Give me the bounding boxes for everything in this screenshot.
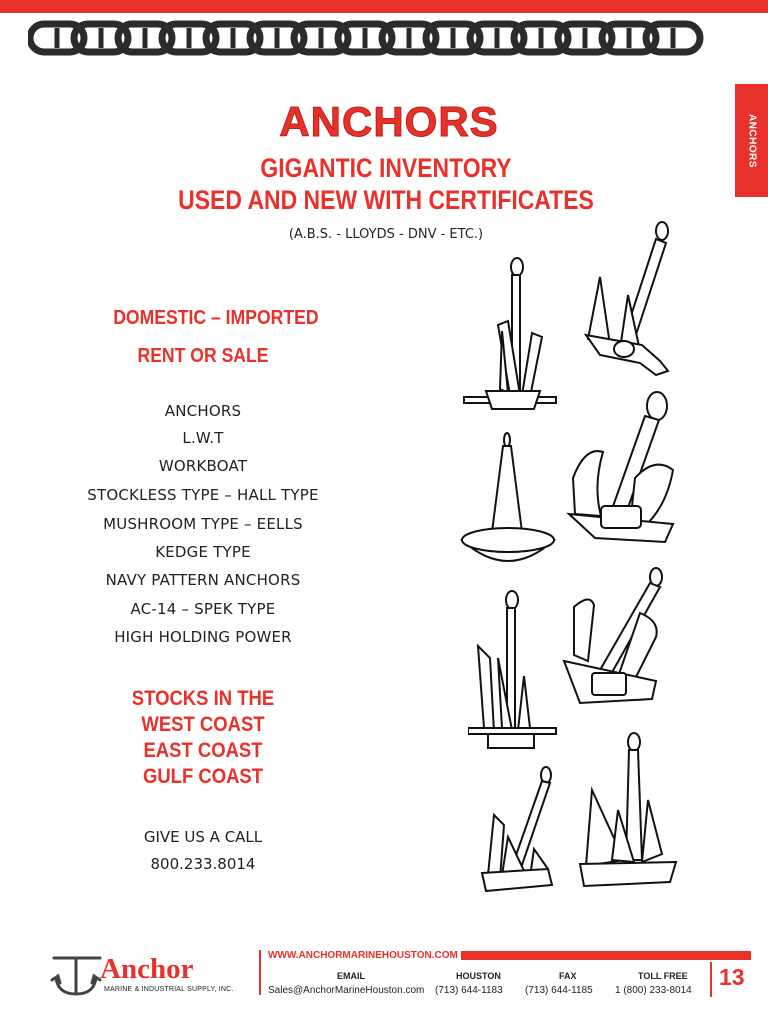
ac14-anchor-icon [578,730,678,890]
navy-anchor-icon [560,565,670,710]
stocks-block [40,686,366,790]
page-number: 13 [719,964,745,990]
list-item: KEDGE TYPE [155,543,251,561]
page-title: ANCHORS [279,98,499,145]
footer-divider [259,950,261,995]
list-item: AC-14 – SPEK TYPE [130,600,276,618]
houston-label: HOUSTON [456,971,501,981]
website-rule [461,951,751,960]
subtitle-inventory: GIGANTIC INVENTORY [260,153,512,183]
call-number[interactable]: 800.233.8014 [150,855,256,873]
mushroom-anchor-icon [460,432,560,572]
email-label: EMAIL [337,971,365,981]
list-item: L.W.T [182,429,224,447]
list-item: ANCHORS [164,402,242,420]
fax-label: FAX [559,971,577,981]
section-tab-label: ANCHORS [746,113,757,168]
spek-anchor-icon [478,765,558,895]
page-number-divider [710,962,712,997]
headline-rent-sale: RENT OR SALE [137,345,269,367]
top-red-bar [0,0,768,13]
list-item: STOCKLESS TYPE – HALL TYPE [87,486,319,504]
website-link[interactable]: WWW.ANCHORMARINEHOUSTON.COM [268,950,458,961]
list-item: NAVY PATTERN ANCHORS [105,571,301,589]
hall-anchor-icon [565,386,680,548]
stockless-anchor-icon [580,215,680,380]
chain-graphic [28,18,734,58]
list-item: MUSHROOM TYPE – EELLS [103,515,303,533]
call-label: GIVE US A CALL [143,828,263,846]
anchor-types-list [40,402,366,656]
certifications-text: (A.B.S. - LLOYDS - DNV - ETC.) [288,227,484,242]
stocks-line: WEST COAST [141,713,265,736]
stocks-line: STOCKS IN THE [131,687,275,710]
headline-domestic: DOMESTIC – IMPORTED [113,307,319,329]
tollfree-label: TOLL FREE [638,971,688,981]
brand-subtitle: MARINE & INDUSTRIAL SUPPLY, INC. [104,986,234,993]
list-item: HIGH HOLDING POWER [114,628,292,646]
fax-number: (713) 644-1185 [525,985,593,996]
tollfree-phone[interactable]: 1 (800) 233-8014 [615,985,692,996]
subtitle-certificates: USED AND NEW WITH CERTIFICATES [178,185,594,215]
stocks-line: EAST COAST [143,739,263,762]
brand-name: Anchor [100,953,194,985]
email-link[interactable]: Sales@AnchorMarineHouston.com [268,985,425,996]
stocks-line: GULF COAST [142,765,264,788]
danforth-anchor-icon [460,255,560,415]
list-item: WORKBOAT [158,457,248,475]
lwt-anchor-icon [468,588,560,753]
anchor-logo-icon [48,950,104,1000]
houston-phone[interactable]: (713) 644-1183 [435,985,503,996]
